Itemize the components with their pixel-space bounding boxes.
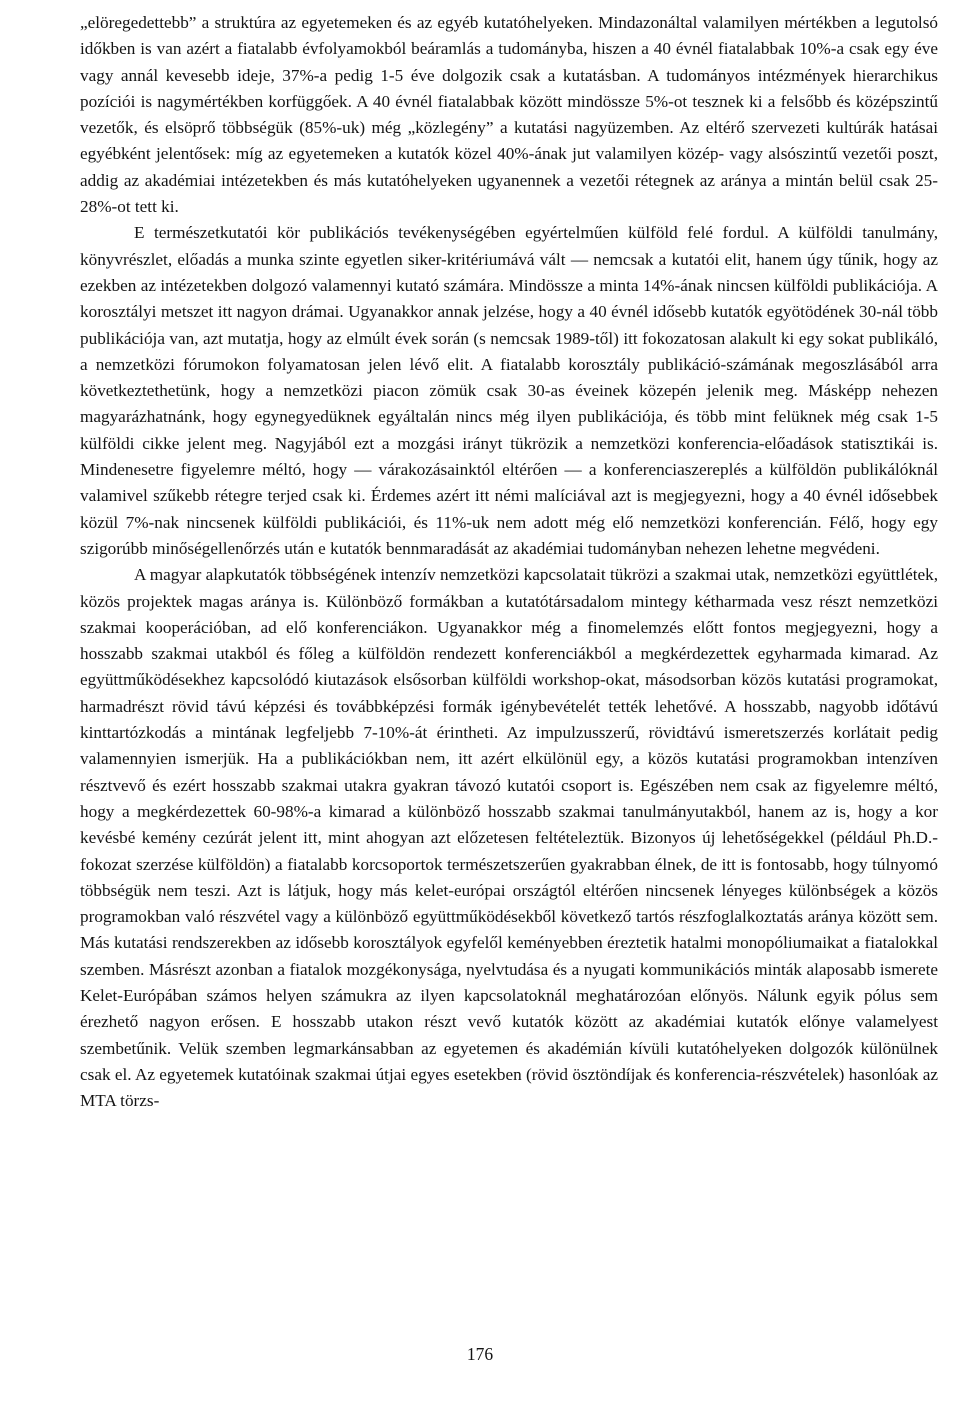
page-number: 176 <box>466 1344 494 1364</box>
paragraph-2: E természetkutatói kör publikációs tevékenységében egyértelműen külföld felé fordul. A külföldi tanulmány, könyvrészlet, előadás a munka szinte egyetlen siker-kritériumává vált — nemcsak a kutatói elit, hanem úgy tűnik, hogy az ezekben az intézetekben dolgozó valamennyi kutató számára. Mindössze a minta 14%-ának nincsen külföldi publikációja. A korosztályi metszet itt nagyon drámai. Ugyanakkor annak jelzése, hogy a 40 évnél idősebb kutatók egyötödének 30-nál több publikációja van, azt mutatja, hogy az elmúlt évek során (s nemcsak 1989-től) itt fokozatosan alakult ki egy sokat publikáló, a nemzetközi fórumokon folyamatosan jelen lévő elit. A fiatalabb korosztály publikáció-számának megoszlásából arra következtethetünk, hogy a nemzetközi piacon zömük csak 30-as éveinek közepén jelenik meg. Másképp nehezen magyarázhatnánk, hogy egynegyedüknek egyáltalán nincs még ilyen publikációja, és több mint felüknek még csak 1-5 külföldi cikke jelent meg. Nagyjából ezt a mozgási irányt tükrözik a nemzetközi konferencia-előadások statisztikái is. Mindenesetre figyelemre méltó, hogy — várakozásainktól eltérően — a konferenciaszereplés a külföldön publikálóknál valamivel szűkebb rétegre terjed csak ki. Érdemes azért itt némi malíciával azt is megjegyezni, hogy a 40 évnél idősebbek közül 7%-nak nincsenek külföldi publikációi, és 11%-uk nem adott még elő nemzetközi konferencián. Félő, hogy egy szigorúbb minőségellenőrzés után e kutatók bennmaradását az akadémiai tudományban nehezen lehetne megvédeni. <box>80 223 938 558</box>
paragraph-3: A magyar alapkutatók többségének intenzív nemzetközi kapcsolatait tükrözi a szakmai utak, nemzetközi együttlétek, közös projektek magas aránya is. Különböző formákban a kutatótársadalom mintegy kétharmada vesz részt nemzetközi szakmai kooperációban, ad elő konferenciákon. Ugyanakkor még a finomelemzés előtt fontos megjegyezni, hogy a hosszabb szakmai utakból és főleg a külföldön rendezett konferenciákból a megkérdezettek egyharmada kimarad. Az együttműködésekhez kapcsolódó kiutazások elsősorban külföldi workshop-okat, másodsorban közös kutatási programokat, harmadrészt rövid távú képzési és továbbképzési formák igénybevételét tették lehetővé. A hosszabb, nagyobb időtávú kinttartózkodás a mintának legfeljebb 7-10%-át érintheti. Az impulzusszerű, rövidtávú ismeretszerzés korlátait pedig valamennyien ismerjük. Ha a publikációkban nem, itt azért elkülönül egy, a közös kutatási programokban intenzíven résztvevő és ezért hosszabb szakmai utakra gyakran távozó kutatói csoport is. Egészében nem csak az figyelemre méltó, hogy a megkérdezettek 60-98%-a kimarad a különböző hosszabb szakmai tanulmányutakból, hanem az is, hogy a kor kevésbé kemény cezúrát jelent itt, mint ahogyan azt előzetesen feltételeztük. Bizonyos új lehetőségekkel (például Ph.D.-fokozat szerzése külföldön) a fiatalabb korcsoportok természetszerűen gyakrabban élnek, de itt is fontosabb, hogy túlnyomó többségük nem teszi. Azt is látjuk, hogy más kelet-európai országtól eltérően nincsenek lényeges különbségek a közös programokban való részvétel vagy a különböző együttműködésekből következő tartós részfoglalkoztatás aránya között sem. Más kutatási rendszerekben az idősebb korosztályok egyfelől keményebben éreztetik hatalmi monopóliumaikat a fiatalokkal szemben. Másrészt azonban a fiatalok mozgékonysága, nyelvtudása és a nyugati kommunikációs minták alaposabb ismerete Kelet-Európában számos helyen számukra az ilyen kapcsolatoknál meghatározóan előnyös. Nálunk egyik pólus sem érezhető nagyon erősen. E hosszabb utakon részt vevő kutatók között az akadémiai kutatók előnye valamelyest szembetűnik. Velük szemben legmarkánsabban az egyetemen és akadémián kívüli kutatóhelyeken dolgozók különülnek csak el. Az egyetemek kutatóinak szakmai útjai egyes esetekben (rövid ösztöndíjak és konferencia-részvételek) hasonlóak az MTA törzs- <box>80 565 938 1111</box>
paragraph-1: „elöregedettebb” a struktúra az egyetemeken és az egyéb kutatóhelyeken. Mindazonáltal valamilyen mértékben a legutolsó időkben is van azért a fiatalabb évfolyamokból beáramlás a tudományba, hiszen a 40 évnél fiatalabbak 10%-a csak egy éve vagy annál kevesebb ideje, 37%-a pedig 1-5 éve dolgozik csak a kutatásban. A tudományos intézmények hierarchikus pozíciói is nagymértékben korfüggőek. A 40 évnél fiatalabbak között mindössze 5%-ot tesznek ki a felsőbb és középszintű vezetők, és elsöprő többségük (85%-uk) még „közlegény” a kutatási nagyüzemben. Az eltérő szervezeti kultúrák hatásai egyébként jelentősek: míg az egyetemeken a kutatók közel 40%-ának jut valamilyen közép- vagy alsószintű vezetői poszt, addig az akadémiai intézetekben és más kutatóhelyeken ugyanennek a vezetői rétegnek az aránya a mintán belül csak 25-28%-ot tett ki. <box>80 13 938 217</box>
document-page <box>80 10 938 1114</box>
